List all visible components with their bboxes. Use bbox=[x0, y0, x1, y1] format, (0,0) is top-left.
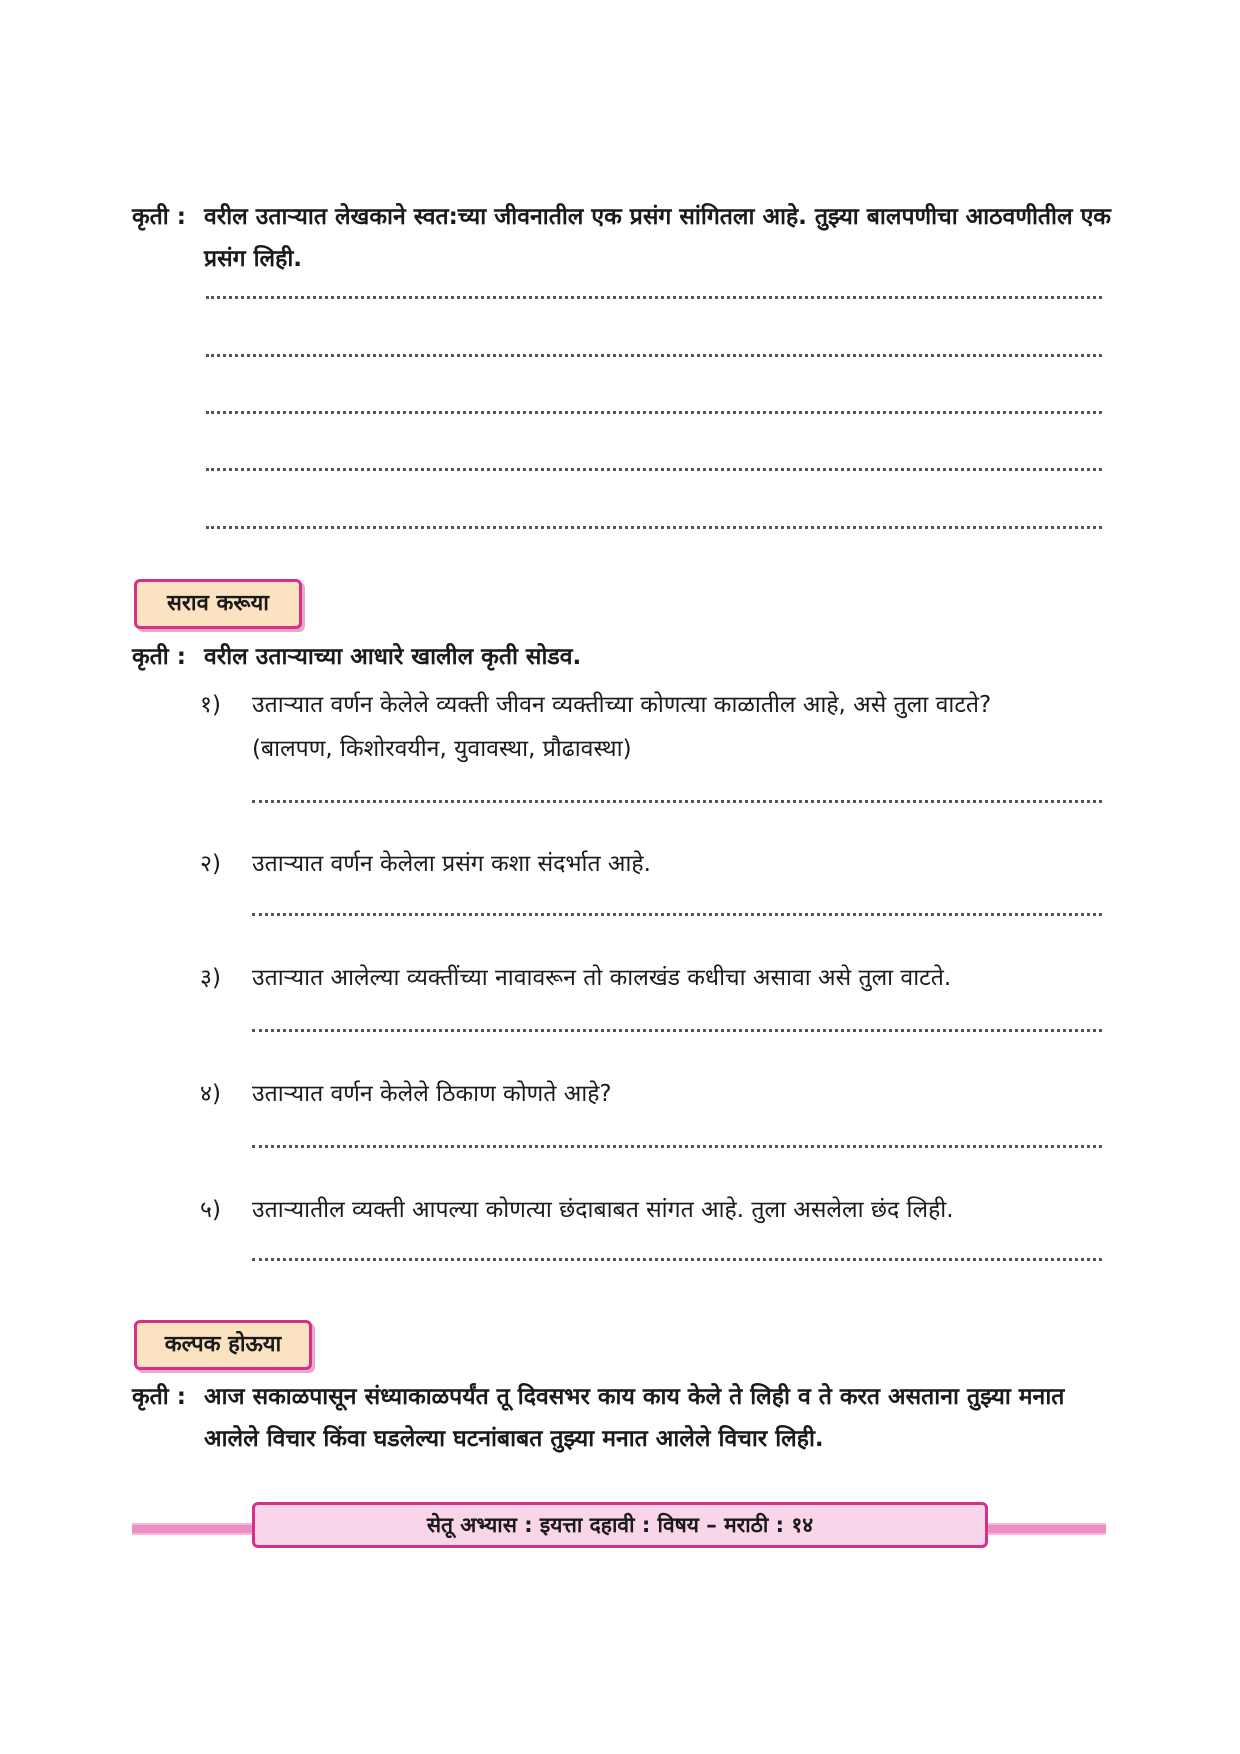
question-2 bbox=[200, 842, 1100, 886]
activity-label: कृती : bbox=[132, 204, 186, 230]
activity-1 bbox=[132, 196, 1112, 280]
question-number: ५) bbox=[200, 1197, 221, 1223]
footer-rule-left bbox=[132, 1523, 252, 1535]
footer-rule-right bbox=[988, 1523, 1106, 1535]
activity-text: आज सकाळपासून संध्याकाळपर्यंत तू दिवसभर काय काय केले ते लिही व ते करत असताना तुझ्या मनात आलेले विचार किंवा घडलेल्या घटनांबाबत तुझ्या मनात आलेले विचार लिही. bbox=[204, 1384, 1065, 1452]
question-4 bbox=[200, 1072, 1100, 1116]
question-1 bbox=[200, 683, 1100, 771]
question-5 bbox=[200, 1188, 1100, 1232]
page-footer: सेतू अभ्यास : इयत्ता दहावी : विषय – मराठी : १४ bbox=[252, 1502, 988, 1548]
question-text: उताऱ्यातील व्यक्ती आपल्या कोणत्या छंदाबाबत सांगत आहे. तुला असलेला छंद लिही. bbox=[252, 1197, 954, 1223]
answer-line[interactable] bbox=[252, 1258, 1102, 1261]
question-text: उताऱ्यात वर्णन केलेले व्यक्ती जीवन व्यक्तीच्या कोणत्या काळातील आहे, असे तुला वाटते? bbox=[252, 692, 992, 718]
answer-line[interactable] bbox=[252, 1029, 1102, 1032]
question-number: ३) bbox=[200, 965, 221, 991]
section-title-practice: सराव करूया bbox=[134, 579, 302, 629]
answer-line[interactable] bbox=[252, 913, 1102, 916]
activity-text: वरील उताऱ्याच्या आधारे खालील कृती सोडव. bbox=[204, 644, 582, 670]
answer-line[interactable] bbox=[252, 800, 1102, 803]
question-text: उताऱ्यात वर्णन केलेले ठिकाण कोणते आहे? bbox=[252, 1081, 612, 1107]
answer-line[interactable] bbox=[206, 468, 1102, 471]
creative-activity bbox=[132, 1376, 1112, 1460]
section-title-creative: कल्पक होऊया bbox=[134, 1320, 312, 1370]
answer-line[interactable] bbox=[206, 354, 1102, 357]
activity-text: वरील उताऱ्यात लेखकाने स्वत:च्या जीवनातील एक प्रसंग सांगितला आहे. तुझ्या बालपणीचा आठवणीतील एक प्रसंग लिही. bbox=[204, 204, 1111, 272]
question-text: उताऱ्यात आलेल्या व्यक्तींच्या नावावरून तो कालखंड कधीचा असावा असे तुला वाटते. bbox=[252, 965, 952, 991]
answer-line[interactable] bbox=[206, 411, 1102, 414]
question-options: (बालपण, किशोरवयीन, युवावस्था, प्रौढावस्था) bbox=[252, 736, 632, 762]
question-3 bbox=[200, 956, 1100, 1000]
activity-label: कृती : bbox=[132, 1384, 186, 1410]
answer-line[interactable] bbox=[206, 526, 1102, 529]
practice-activity bbox=[132, 636, 1112, 678]
question-number: ४) bbox=[200, 1081, 221, 1107]
activity-label: कृती : bbox=[132, 644, 186, 670]
question-number: १) bbox=[200, 692, 221, 718]
question-number: २) bbox=[200, 851, 221, 877]
answer-line[interactable] bbox=[206, 296, 1102, 299]
answer-line[interactable] bbox=[252, 1145, 1102, 1148]
question-text: उताऱ्यात वर्णन केलेला प्रसंग कशा संदर्भात आहे. bbox=[252, 851, 651, 877]
